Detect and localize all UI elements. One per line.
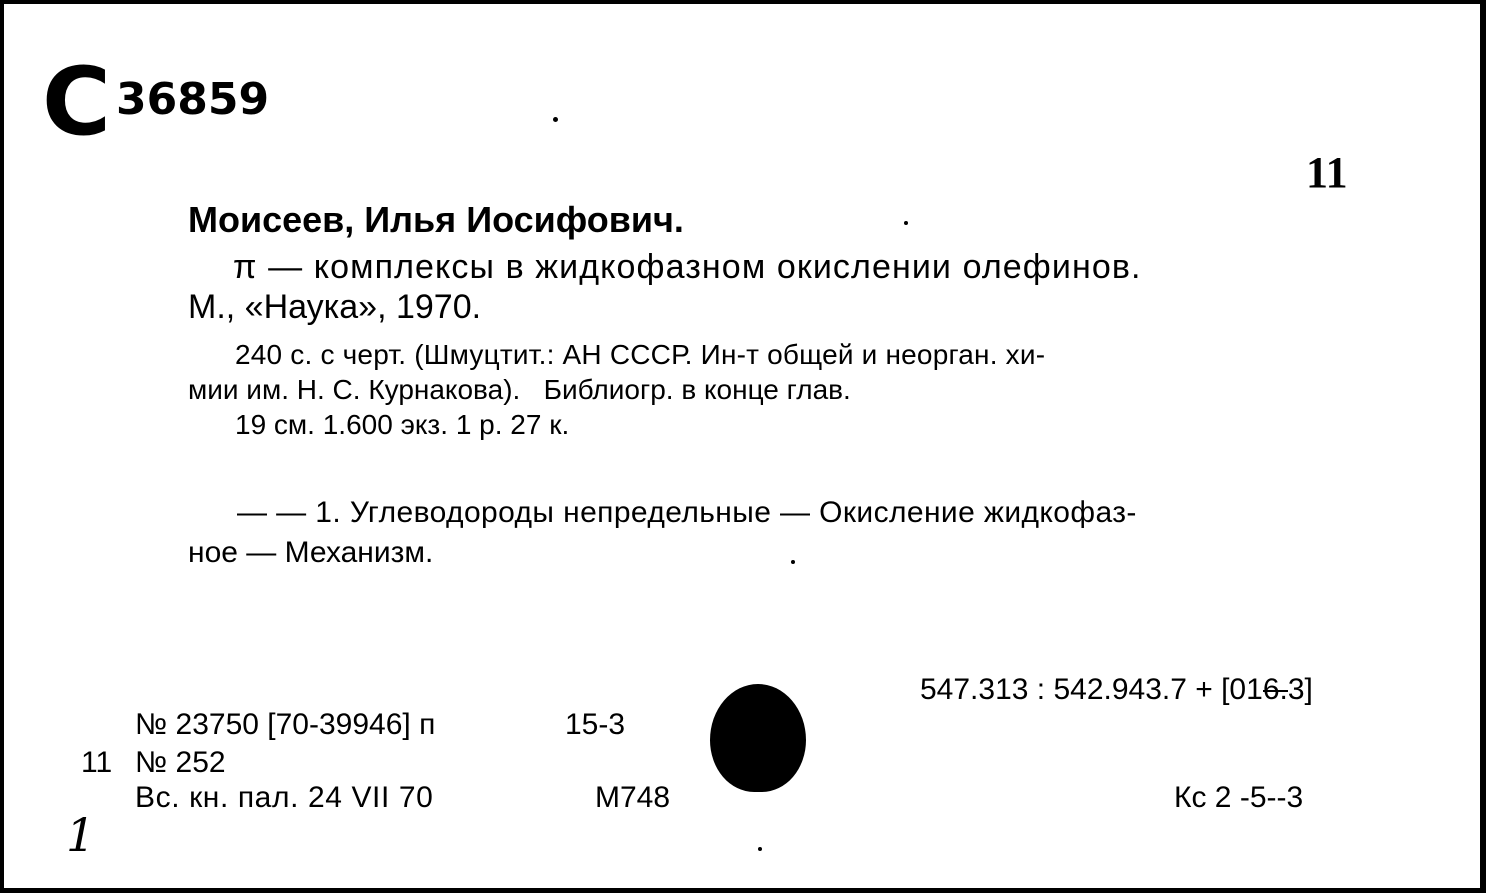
ks-code: Кс 2 -5--3 — [1174, 781, 1304, 814]
shelfmark-number: 36859 — [116, 74, 270, 125]
shelfmark-letter: C — [42, 48, 111, 157]
udc-code — [920, 675, 1313, 705]
udc-struck: 6. — [1262, 673, 1288, 706]
subject-line-2: ное — Механизм. — [188, 536, 434, 569]
description-line-2: мии им. Н. С. Курнакова). Библиогр. в конце глав. — [188, 374, 851, 405]
speck — [904, 221, 908, 225]
number-line: № 252 — [135, 746, 226, 779]
udc-main: 547.313 : 542.943.7 + [01 — [920, 673, 1263, 706]
title-line-2: М., «Наука», 1970. — [188, 288, 482, 326]
m-code: М748 — [595, 781, 671, 814]
title-line-1: π — комплексы в жидкофазном окислении олефинов. — [233, 248, 1142, 286]
order-code: 15-3 — [565, 708, 626, 741]
order-line: № 23750 [70-39946] п — [135, 708, 436, 741]
udc-end: 3] — [1287, 673, 1313, 706]
subject-line-1: — — 1. Углеводороды непредельные — Окисление жидкофаз- — [237, 496, 1137, 529]
card-number: 11 — [1306, 148, 1348, 197]
author-heading: Моисеев, Илья Иосифович. — [188, 199, 684, 240]
speck — [791, 560, 795, 564]
date-line: Вс. кн. пал. 24 VII 70 — [135, 781, 434, 814]
handwritten-mark: 1 — [66, 808, 96, 862]
speck — [758, 847, 762, 851]
speck — [553, 117, 558, 122]
description-line-1: 240 с. с черт. (Шмуцтит.: АН СССР. Ин-т общей и неорган. хи- — [235, 339, 1046, 370]
punch-hole — [710, 684, 806, 792]
description-line-3: 19 см. 1.600 экз. 1 р. 27 к. — [235, 409, 570, 440]
side-number: 11 — [81, 746, 113, 779]
